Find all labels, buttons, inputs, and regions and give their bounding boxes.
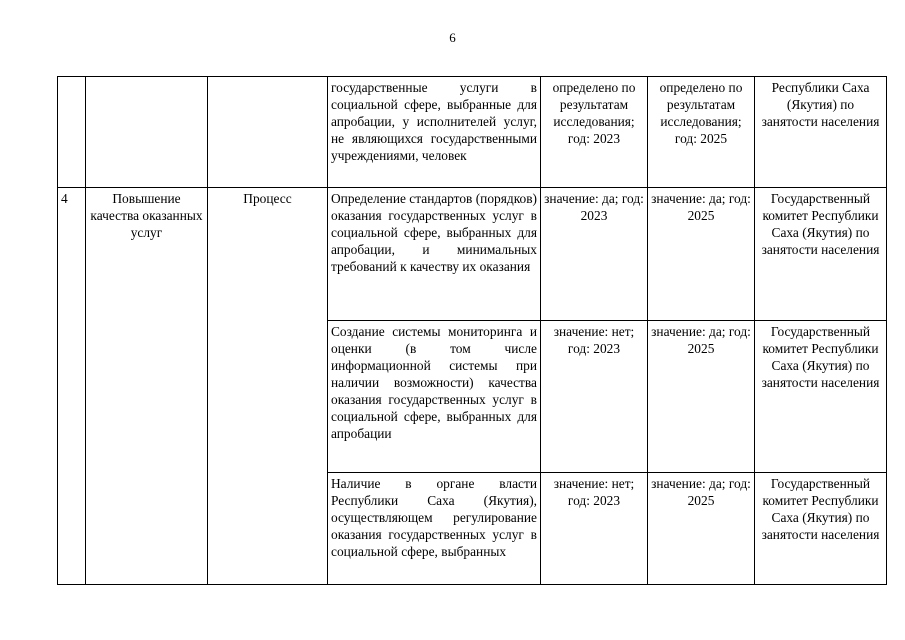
base-value-cell: значение: да; год: 2023 xyxy=(541,188,648,321)
target-value-cell: определено по результатам исследования; год: 2025 xyxy=(648,77,755,188)
responsible-cell: Государственный комитет Республики Саха (Якутия) по занятости населения xyxy=(755,321,887,473)
indicator-cell: Определение стандартов (порядков) оказания государственных услуг в социальной сфере, выбранных для апробации, и минимальных требований к качеству их оказания xyxy=(328,188,541,321)
page-number: 6 xyxy=(449,30,456,45)
row-number-cell xyxy=(58,77,86,188)
responsible-cell: Государственный комитет Республики Саха (Якутия) по занятости населения xyxy=(755,188,887,321)
target-value-cell: значение: да; год: 2025 xyxy=(648,473,755,585)
base-value-cell: определено по результатам исследования; год: 2023 xyxy=(541,77,648,188)
indicator-cell: Наличие в органе власти Республики Саха (Якутия), осуществляющем регулирование оказания государственных услуг в социальной сфере, выбранных xyxy=(328,473,541,585)
task-cell: Повышение качества оказанных услуг xyxy=(86,188,208,585)
table-row xyxy=(58,77,887,188)
base-value-cell: значение: нет; год: 2023 xyxy=(541,473,648,585)
indicators-table xyxy=(57,76,887,585)
responsible-cell: Государственный комитет Республики Саха (Якутия) по занятости населения xyxy=(755,473,887,585)
target-value-cell: значение: да; год: 2025 xyxy=(648,321,755,473)
base-value-cell: значение: нет; год: 2023 xyxy=(541,321,648,473)
type-cell xyxy=(208,77,328,188)
row-number-cell: 4 xyxy=(58,188,86,585)
indicator-cell: государственные услуги в социальной сфере, выбранные для апробации, у исполнителей услуг, не являющихся государственными учреждениями, человек xyxy=(328,77,541,188)
target-value-cell: значение: да; год: 2025 xyxy=(648,188,755,321)
task-cell xyxy=(86,77,208,188)
responsible-cell: Республики Саха (Якутия) по занятости населения xyxy=(755,77,887,188)
table-row xyxy=(58,188,887,321)
type-cell: Процесс xyxy=(208,188,328,585)
indicator-cell: Создание системы мониторинга и оценки (в том числе информационной системы при наличии возможности) качества оказания государственных услуг в социальной сфере, выбранных для апробации xyxy=(328,321,541,473)
